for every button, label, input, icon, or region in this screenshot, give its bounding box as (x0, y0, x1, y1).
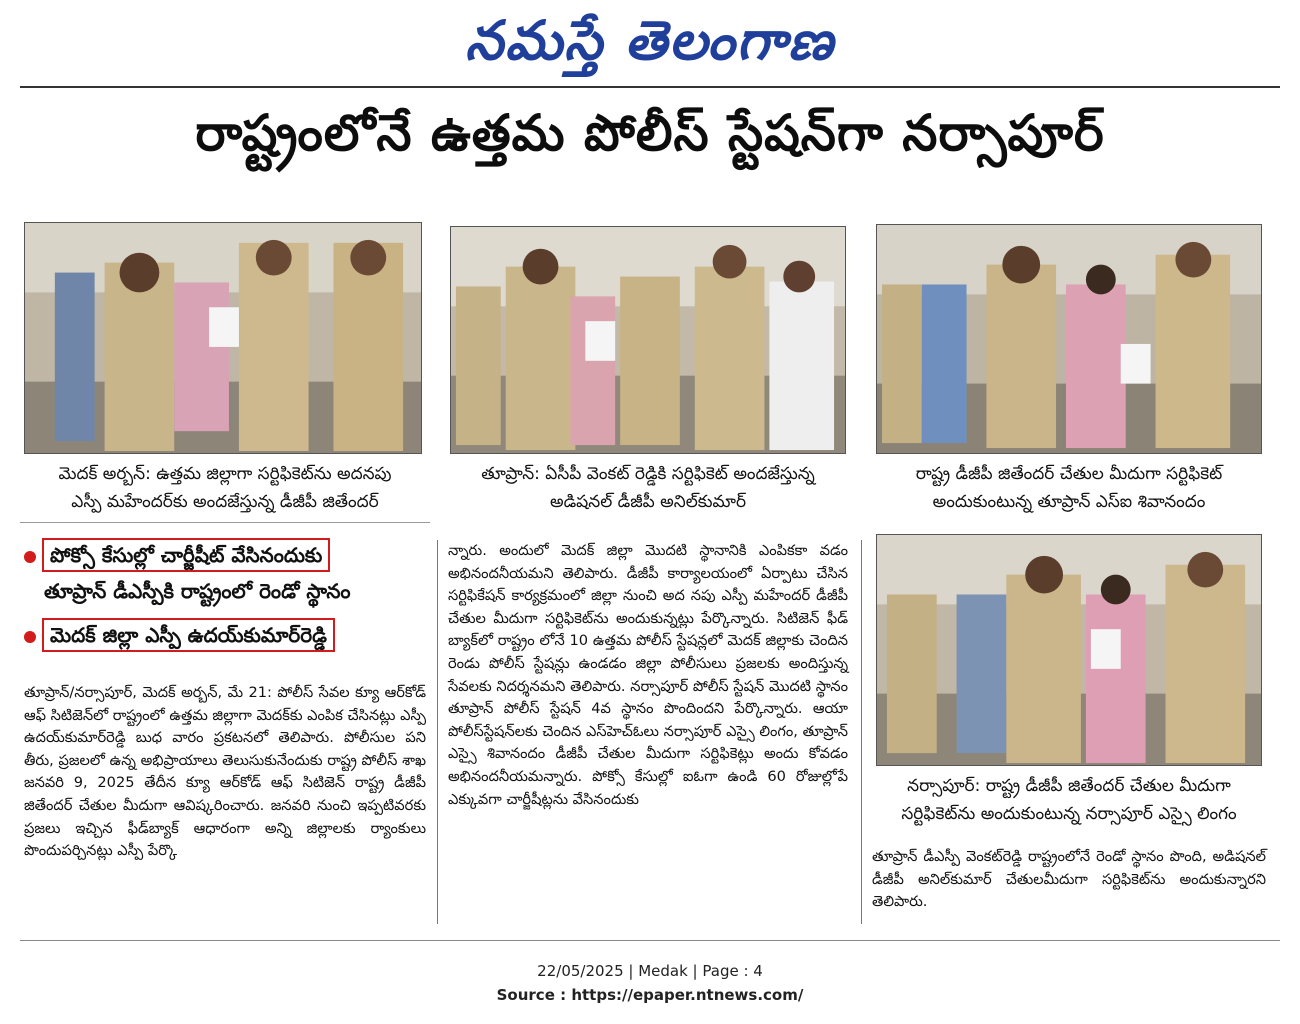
column-divider (861, 540, 862, 924)
source-link[interactable]: Source : https://epaper.ntnews.com/ (496, 986, 804, 1004)
article-column-1 (24, 682, 426, 863)
masthead-divider (20, 86, 1280, 88)
photo-2-caption-line1: తూప్రాన్: ఏసీపీ వెంకట్ రెడ్డికి సర్టిఫికెట్ అందజేస్తున్న (481, 464, 815, 484)
photo-2-caption (446, 460, 850, 516)
photo-1 (24, 222, 422, 454)
photo-4 (876, 534, 1262, 766)
article-column-2 (448, 540, 848, 811)
highlight-3-text: మెదక్ జిల్లా ఎస్పీ ఉదయ్‌కుమార్‌రెడ్డి (42, 618, 335, 652)
bullet-icon (24, 551, 36, 563)
article-headline: రాష్ట్రంలోనే ఉత్తమ పోలీస్ స్టేషన్‌గా నర్సాపూర్ (195, 104, 1105, 162)
highlight-2-text: తూప్రాన్ డీఎస్పీకి రాష్ట్రంలో రెండో స్థానం (44, 579, 351, 603)
article-column-3 (872, 846, 1266, 914)
newspaper-masthead: నమస్తే తెలంగాణ (465, 8, 835, 72)
photo-3 (876, 224, 1262, 454)
photo-3-caption-line2: అందుకుంటున్న తూప్రాన్ ఎస్ఐ శివానందం (932, 492, 1206, 512)
bullet-icon (24, 631, 36, 643)
highlight-1-text: పోక్సో కేసుల్లో చార్జీషీట్ వేసినందుకు (42, 538, 330, 572)
photo-4-caption-line1: నర్సాపూర్: రాష్ట్ర డీజీపీ జితేందర్ చేతుల మీదుగా (907, 776, 1231, 796)
footer-divider (20, 940, 1280, 941)
photo-4-caption (872, 772, 1266, 828)
photo-4-caption-line2: సర్టిఫికెట్‌ను అందుకుంటున్న నర్సాపూర్ ఎస్సై లింగం (901, 804, 1237, 824)
highlight-2 (44, 576, 351, 606)
article-col1-text: తూప్రాన్/నర్సాపూర్, మెదక్ అర్బన్, మే 21: పోలీస్ సేవల క్యూ ఆర్‌కోడ్ ఆఫ్ సిటిజెన్‌లో రాష్ట్రంలో ఉత్తమ జిల్లాగా మెదక్‌కు ఎంపిక చేసినట్లు ఎస్పీ ఉదయ్‌కుమార్‌రెడ్డి బుధ వారం ప్రకటనలో తెలిపారు. పోలీసుల పని తీరు, ప్రజలలో ఉన్న అభిప్రాయాలు తెలుసుకునేందుకు రాష్ట్ర పోలీస్ శాఖ జనవరి 9, 2025 తేదీన క్యూ ఆర్‌కోడ్ ఆఫ్ సిటిజెన్ రాష్ట్ర డీజీపీ జితేందర్ చేతుల మీదుగా ఆవిష్కరించారు. జనవరి నుంచి ఇప్పటివరకు ప్రజలు ఇచ్చిన ఫీడ్‌బ్యాక్ ఆధారంగా అన్ని జిల్లాలకు ర్యాంకులు పొందుపర్చినట్లు ఎస్పీ పేర్కొ (24, 684, 426, 860)
photo-2 (450, 226, 846, 454)
article-col3-text: తూప్రాన్ డీఎస్పీ వెంకట్‌రెడ్డి రాష్ట్రంలోనే రెండో స్థానం పొంది, అడిషనల్ డీజీపీ అనిల్‌కుమార్ చేతులమీదుగా సర్టిఫికెట్‌ను అందుకున్నారని తెలిపారు. (872, 848, 1266, 911)
photo-2-caption-line2: అడిషనల్ డీజీపీ అనిల్‌కుమార్ (549, 492, 747, 512)
photo-1-caption (20, 460, 430, 516)
photo-3-caption (872, 460, 1266, 516)
highlight-3 (24, 618, 335, 652)
photo-1-caption-line2: ఎస్పీ మహేందర్‌కు అందజేస్తున్న డీజీపీ జితేందర్ (71, 492, 379, 512)
section-divider (20, 522, 430, 523)
column-divider (437, 540, 438, 924)
edition-info: 22/05/2025 | Medak | Page : 4 (537, 962, 763, 980)
article-col2-text: న్నారు. అందులో మెదక్ జిల్లా మొదటి స్థానానికి ఎంపికకా వడం అభినందనీయమని తెలిపారు. డీజీపీ కార్యాలయంలో ఏర్పాటు చేసిన సర్టిఫికేషన్ కార్యక్రమంలో జిల్లా నుంచి అద నపు ఎస్పీ మహేందర్ డీజీపీ చేతుల మీదుగా సర్టిఫికెట్‌ను అందుకున్నట్లు పేర్కొన్నారు. సిటిజెన్ ఫీడ్ బ్యాక్‌లో రాష్ట్రం లోనే 10 ఉత్తమ పోలీస్ స్టేషన్లలో మెదక్ జిల్లాకు చెందిన రెండు పోలీస్ స్టేషన్లు ఉండడం జిల్లా పోలీసులు ప్రజలకు అందిస్తున్న సేవలకు నిదర్శనమని తెలిపారు. నర్సాపూర్ పోలీస్ స్టేషన్ మొదటి స్థానం తూప్రాన్ పోలీస్ స్టేషన్ 4వ స్థానం పొందిందని పేర్కొన్నారు. ఆయా పోలీస్‌స్టేషన్‌లకు చెందిన ఎస్‌హెచ్‌ఓలు నర్సాపూర్ ఎస్సై లింగం, తూప్రాన్ ఎస్సై శివానందం డీజీపీ చేతుల మీదుగా సర్టిఫికెట్లు అందు కోవడం అభినందనీయమన్నారు. పోక్సో కేసుల్లో ఐఓగా ఉండి 60 రోజుల్లోపే ఎక్కువగా చార్జీషీట్లను వేసినందుకు (448, 542, 848, 808)
photo-3-caption-line1: రాష్ట్ర డీజీపీ జితేందర్ చేతుల మీదుగా సర్టిఫికెట్ (915, 464, 1223, 484)
highlight-1 (24, 538, 330, 572)
photo-1-caption-line1: మెదక్ అర్బన్: ఉత్తమ జిల్లాగా సర్టిఫికెట్‌ను అదనపు (58, 464, 392, 484)
